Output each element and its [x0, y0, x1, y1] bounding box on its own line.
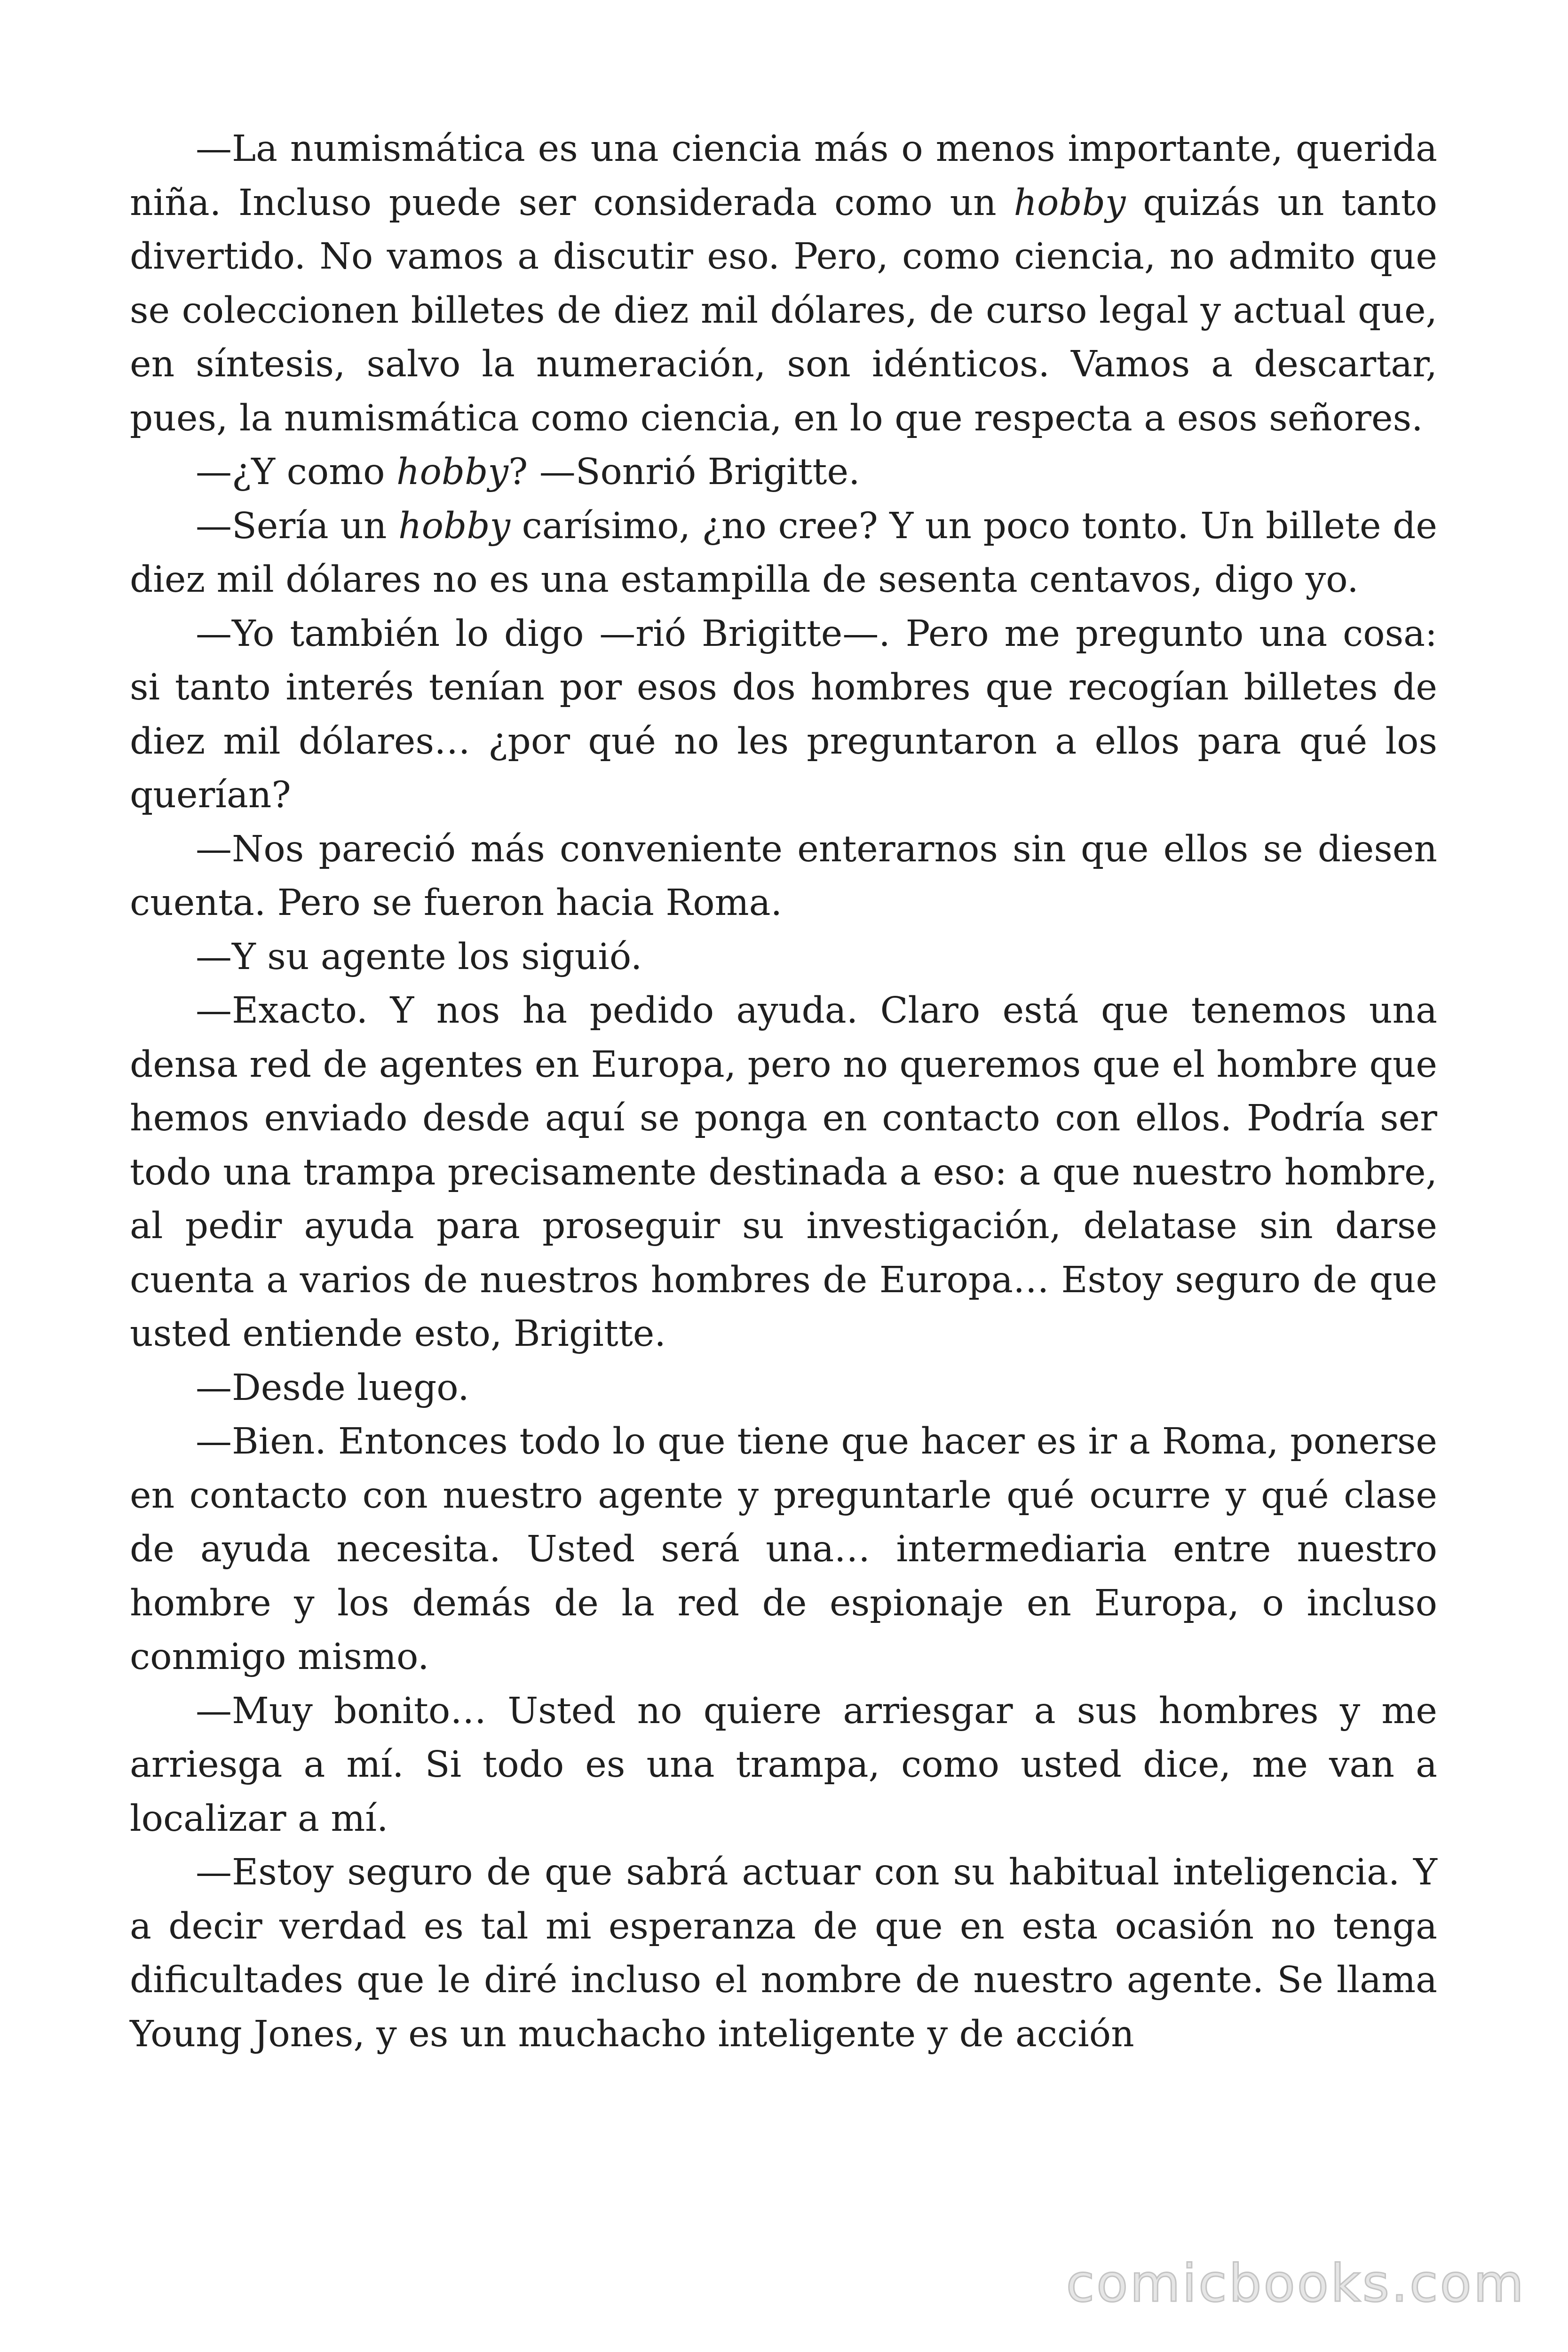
paragraph — [130, 984, 1437, 1361]
watermark-logo: comicbooks.com — [1066, 2253, 1526, 2313]
paragraph — [130, 500, 1437, 607]
paragraph — [130, 1846, 1437, 2061]
paragraph-text: quizás un tanto divertido. No vamos a discutir eso. Pero, como ciencia, no admito que se coleccionen billetes de diez mil dólares, de curso legal y actual que, en síntesis, salvo la numeración, son idénticos. Vamos a descartar, pues, la numismática como ciencia, en lo que respecta a esos señores. — [130, 182, 1437, 439]
paragraph — [130, 930, 1437, 985]
paragraph-text: —Sería un — [196, 505, 399, 547]
paragraph-text: —Exacto. Y nos ha pedido ayuda. Claro está que tenemos una densa red de agentes en Europa, pero no queremos que el hombre que hemos enviado desde aquí se ponga en contacto con ellos. Podría ser todo una trampa precisamente destinada a eso: a que nuestro hombre, al pedir ayuda para proseguir su investigación, delatase sin darse cuenta a varios de nuestros hombres de Europa… Estoy seguro de que usted entiende esto, Brigitte. — [130, 990, 1437, 1355]
emphasis-text: hobby — [396, 451, 508, 493]
emphasis-text: hobby — [1014, 182, 1126, 224]
paragraph — [130, 823, 1437, 930]
paragraph — [130, 1685, 1437, 1846]
paragraph — [130, 1361, 1437, 1415]
paragraph-text: —Desde luego. — [196, 1367, 469, 1409]
page-body — [130, 122, 1437, 2061]
emphasis-text: hobby — [398, 505, 511, 547]
paragraph-text: carísimo, ¿no cree? Y un poco tonto. Un billete de diez mil dólares no es una estampilla de sesenta centavos, digo yo. — [130, 505, 1437, 601]
paragraph-text: —Y su agente los siguió. — [196, 936, 642, 978]
paragraph-text: —Nos pareció más conveniente enterarnos sin que ellos se diesen cuenta. Pero se fueron hacia Roma. — [130, 828, 1437, 924]
paragraph-text: —Bien. Entonces todo lo que tiene que hacer es ir a Roma, ponerse en contacto con nuestro agente y preguntarle qué ocurre y qué clase de ayuda necesita. Usted será una… intermediaria entre nuestro hombre y los demás de la red de espionaje en Europa, o incluso conmigo mismo. — [130, 1421, 1437, 1678]
paragraph-text: —Muy bonito… Usted no quiere arriesgar a sus hombres y me arriesga a mí. Si todo es una trampa, como usted dice, me van a localizar a mí. — [130, 1690, 1437, 1840]
paragraph — [130, 122, 1437, 445]
paragraph — [130, 607, 1437, 823]
paragraph-text: —Estoy seguro de que sabrá actuar con su habitual inteligencia. Y a decir verdad es tal mi esperanza de que en esta ocasión no tenga dificultades que le diré incluso el nombre de nuestro agente. Se llama Young Jones, y es un muchacho inteligente y de acción — [130, 1851, 1437, 2055]
paragraph-text: ? —Sonrió Brigitte. — [508, 451, 860, 493]
paragraph — [130, 1415, 1437, 1685]
paragraph-text: —¿Y como — [196, 451, 396, 493]
paragraph-text: —La numismática es una ciencia más o menos importante, querida niña. Incluso puede ser considerada como un — [130, 128, 1437, 224]
paragraph — [130, 445, 1437, 500]
paragraph-text: —Yo también lo digo —rió Brigitte—. Pero me pregunto una cosa: si tanto interés tenían por esos dos hombres que recogían billetes de diez mil dólares… ¿por qué no les preguntaron a ellos para qué los querían? — [130, 612, 1437, 816]
